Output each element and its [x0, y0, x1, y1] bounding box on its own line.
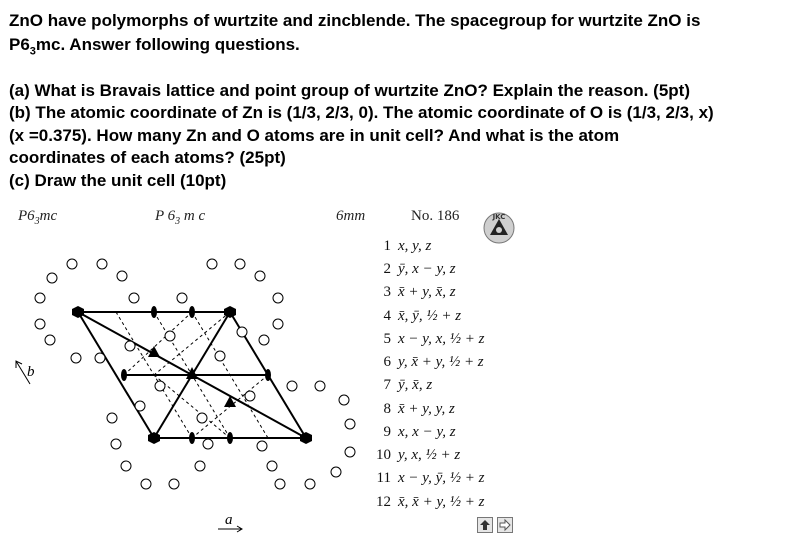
question-part-c: (c) Draw the unit cell (10pt): [9, 171, 227, 190]
position-row: 11 x − y, ȳ, ½ + z: [376, 470, 485, 486]
question-part-b-line2: (x =0.375). How many Zn and O atoms are in unit cell? And what is the atom: [9, 126, 620, 145]
axis-b-label: b: [27, 364, 35, 380]
position-row: 1 x, y, z: [383, 238, 432, 254]
question-intro-line2: $P6_3mc$. Answer following questions.: [9, 35, 300, 58]
short-symbol: $P6_3mc$: [18, 208, 58, 227]
position-row: 7 ȳ, x̄, z: [383, 377, 433, 393]
point-group: 6mm: [336, 208, 366, 224]
position-row: 4 x̄, ȳ, ½ + z: [383, 308, 462, 324]
up-button[interactable]: [477, 517, 493, 533]
arrow-up-icon: [478, 518, 492, 532]
jkc-logo-icon: [477, 211, 521, 245]
symmetry-diagram: [10, 236, 365, 536]
spacegroup-number: No. 186: [411, 208, 460, 224]
arrow-right-icon: [498, 518, 512, 532]
jkc-logo-text: JKC: [492, 213, 506, 221]
position-row: 10 y, x, ½ + z: [376, 447, 461, 463]
position-row: 6 y, x̄ + y, ½ + z: [383, 354, 484, 370]
next-button[interactable]: [497, 517, 513, 533]
position-row: 2 ȳ, x − y, z: [383, 261, 456, 277]
position-row: 3 x̄ + y, x̄, z: [383, 284, 456, 300]
position-row: 8 x̄ + y, y, z: [383, 401, 455, 417]
position-row: 9 x, x − y, z: [383, 424, 456, 440]
question-part-b-line1: (b) The atomic coordinate of Zn is (1/3, 2/3, 0). The atomic coordinate of O is (1/3, 2/3, x): [9, 103, 714, 122]
axis-a-label: a: [225, 512, 233, 528]
question-intro-line1: ZnO have polymorphs of wurtzite and zincblende. The spacegroup for wurtzite ZnO is: [9, 11, 701, 30]
position-row: 5 x − y, x, ½ + z: [383, 331, 485, 347]
position-row: 12 x̄, x̄ + y, ½ + z: [376, 494, 485, 510]
question-part-b-line3: coordinates of each atoms? (25pt): [9, 148, 286, 167]
question-part-a: (a) What is Bravais lattice and point group of wurtzite ZnO? Explain the reason. (5pt): [9, 81, 691, 100]
full-symbol: P $6_3$ m c: [155, 208, 206, 227]
